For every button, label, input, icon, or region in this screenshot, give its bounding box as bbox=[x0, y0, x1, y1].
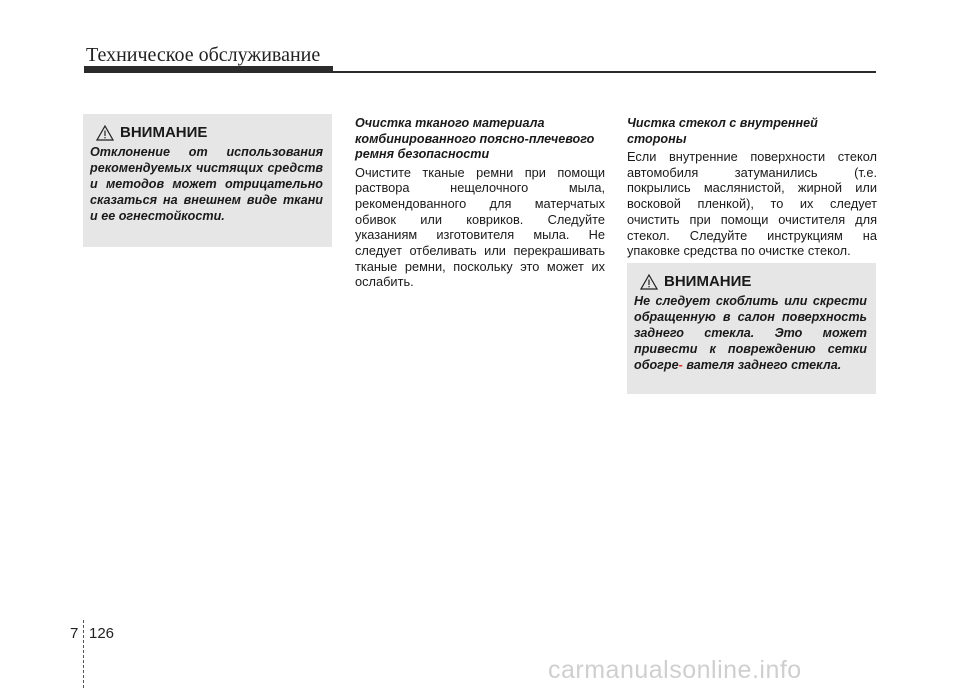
warning-body-part2: вателя заднего стекла. bbox=[686, 357, 842, 372]
warning-body-text bbox=[634, 294, 867, 374]
section-seatbelt-cleaning bbox=[355, 116, 605, 290]
chapter-number: 7 bbox=[70, 625, 79, 642]
watermark-text: carmanualsonline.info bbox=[548, 656, 802, 684]
red-hyphen: - bbox=[678, 357, 683, 372]
warning-triangle-icon bbox=[640, 274, 658, 290]
warning-triangle-icon bbox=[96, 125, 114, 141]
warning-heading bbox=[640, 273, 867, 290]
page-header-title: Техническое обслуживание bbox=[86, 44, 321, 66]
footer-divider-line bbox=[83, 620, 84, 688]
warning-heading bbox=[96, 124, 323, 141]
section-subheading: Чистка стекол с внутренней стороны bbox=[627, 116, 818, 146]
section-subheading: Очистка тканого материала комбинированного поясно-плечевого ремня безопасности bbox=[355, 116, 595, 161]
warning-box-fabric bbox=[83, 114, 332, 247]
header-rule-thin bbox=[333, 71, 876, 73]
page-number: 126 bbox=[89, 625, 115, 642]
header-rule-thick bbox=[84, 66, 333, 73]
section-paragraph: Если внутренние поверхности стекол автомобиля затуманились (т.е. покрылись маслянистой, жирной или восковой пленкой), то их следует очистить при помощи очистителя для стекол. Следуйте инструкциям на упаковке средства по очистке стекол. bbox=[627, 149, 877, 259]
section-paragraph: Очистите тканые ремни при помощи раствора нещелочного мыла, рекомендованного для матерчатых обивок или ковриков. Следуйте указаниям изготовителя мыла. Не следует отбеливать или перекрашивать тканые ремни, поскольку это может их ослабить. bbox=[355, 164, 605, 290]
warning-body-text: Отклонение от использования рекомендуемых чистящих средств и методов может отрицательно сказаться на внешнем виде ткани и ее огнестойкости. bbox=[90, 145, 323, 223]
warning-heading-label: ВНИМАНИЕ bbox=[120, 124, 208, 141]
section-glass-cleaning bbox=[627, 116, 877, 259]
warning-box-rear-glass bbox=[627, 263, 876, 394]
warning-heading-label: ВНИМАНИЕ bbox=[664, 273, 752, 290]
warning-body-part1: Не следует скоблить или скрести обращенную в салон поверхность заднего стекла. Это может привести к повреждению сетки обогре bbox=[634, 294, 867, 372]
